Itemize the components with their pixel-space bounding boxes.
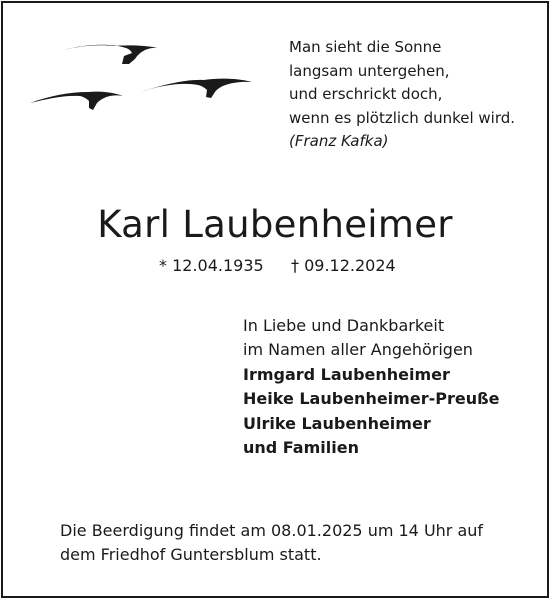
mourners-block bbox=[243, 314, 533, 460]
mourner-name: Ulrike Laubenheimer bbox=[243, 413, 431, 433]
birds-icon bbox=[28, 40, 258, 120]
bird-icon-left bbox=[30, 92, 123, 110]
death-date: † 09.12.2024 bbox=[291, 256, 396, 275]
kafka-quote bbox=[289, 36, 529, 154]
funeral-info-line: Die Beerdigung findet am 08.01.2025 um 14 Uhr auf bbox=[60, 521, 484, 540]
birth-date: * 12.04.1935 bbox=[159, 256, 264, 275]
quote-line: langsam untergehen, bbox=[289, 61, 450, 80]
mourners-intro-line: In Liebe und Dankbarkeit bbox=[243, 316, 445, 335]
bird-icon-top bbox=[64, 45, 158, 64]
funeral-info-line: dem Friedhof Guntersblum statt. bbox=[60, 545, 322, 564]
quote-line: Man sieht die Sonne bbox=[289, 38, 442, 56]
quote-line: und erschrickt doch, bbox=[289, 85, 443, 103]
mourner-name: Heike Laubenheimer-Preuße bbox=[243, 389, 500, 409]
mourner-name: und Familien bbox=[243, 438, 359, 458]
quote-author: (Franz Kafka) bbox=[289, 132, 389, 150]
mourners-intro-line: im Namen aller Angehörigen bbox=[243, 340, 473, 360]
funeral-info bbox=[60, 519, 530, 567]
bird-icon-right bbox=[141, 79, 252, 98]
quote-line: wenn es plötzlich dunkel wird. bbox=[289, 108, 516, 127]
mourner-name: Irmgard Laubenheimer bbox=[243, 364, 450, 384]
deceased-name: Karl Laubenheimer bbox=[97, 203, 453, 246]
